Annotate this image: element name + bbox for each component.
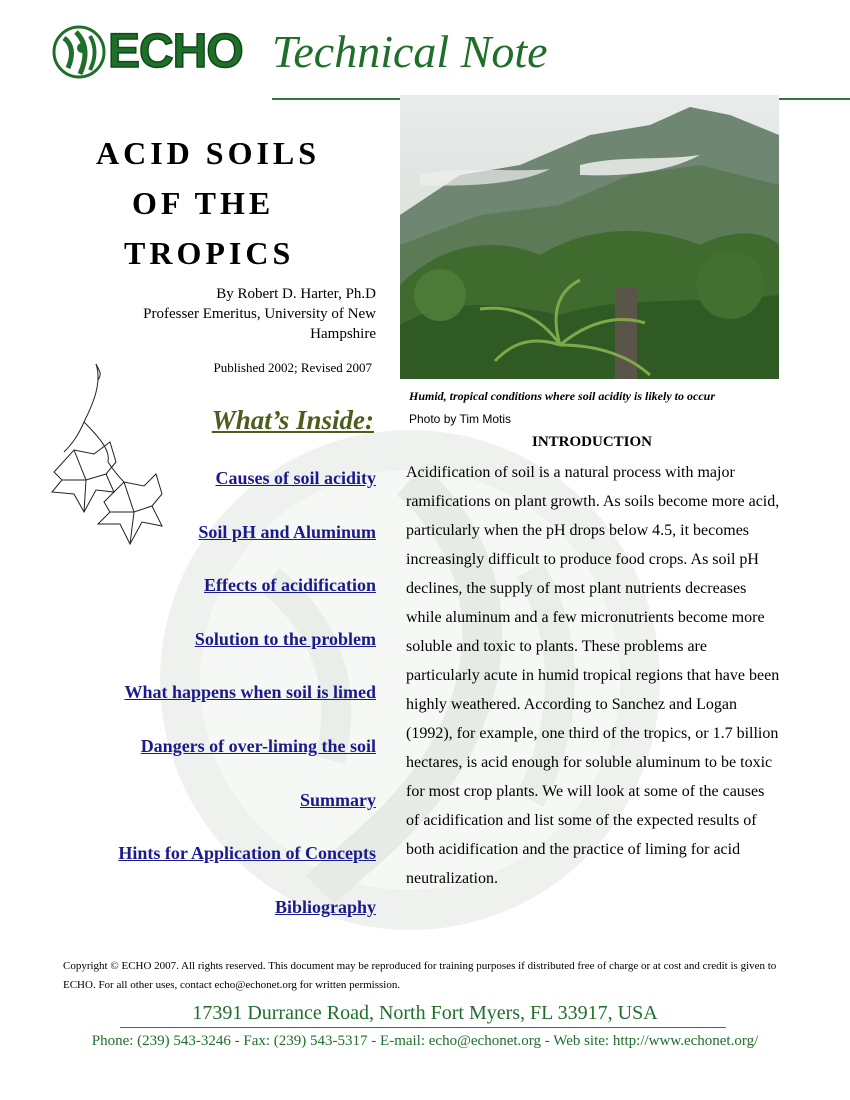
whats-inside-heading: What’s Inside: xyxy=(211,405,374,435)
author-name: By Robert D. Harter, Ph.D xyxy=(216,286,376,302)
photo-caption: Humid, tropical conditions where soil acidity is likely to occur xyxy=(409,389,715,403)
toc-item xyxy=(60,790,376,844)
brand-wordmark: ECHO xyxy=(108,25,243,78)
title-line-3: TROPICS xyxy=(124,235,295,271)
toc-link-solution-to-the-problem[interactable]: Solution to the problem xyxy=(194,628,376,649)
page-header xyxy=(50,22,800,82)
footer-divider xyxy=(120,1027,726,1028)
toc-item xyxy=(60,682,376,736)
toc-item xyxy=(60,897,376,951)
echo-logo-icon xyxy=(52,24,106,80)
toc-link-causes-of-soil-acidity[interactable]: Causes of soil acidity xyxy=(215,468,376,488)
title-line-1: ACID SOILS xyxy=(96,135,321,171)
toc-link-effects-of-acidification[interactable]: Effects of acidification xyxy=(204,575,376,596)
introduction-heading: INTRODUCTION xyxy=(531,434,652,450)
toc-link-bibliography[interactable]: Bibliography xyxy=(274,896,376,917)
tropical-landscape-photo xyxy=(400,95,779,379)
toc-item xyxy=(60,629,376,683)
toc-item xyxy=(60,575,376,629)
toc-link-summary[interactable]: Summary xyxy=(300,789,376,810)
copyright-notice: Copyright © ECHO 2007. All rights reserved. This document may be reproduced for training purposes if distributed free of charge or at cost and credit is given to ECHO. For all other uses, contact echo@echonet.org for written permission. xyxy=(63,960,777,991)
publication-date: Published 2002; Revised 2007 xyxy=(213,360,372,375)
title-line-2: OF THE xyxy=(132,185,275,221)
toc-item xyxy=(60,468,376,522)
author-affiliation: Professer Emeritus, University of New Hampshire xyxy=(143,306,376,342)
photo-credit: Photo by Tim Motis xyxy=(409,412,512,426)
toc-link-dangers-of-over-liming[interactable]: Dangers of over-liming the soil xyxy=(140,735,376,756)
toc-item xyxy=(60,736,376,790)
toc-item xyxy=(60,843,376,897)
table-of-contents xyxy=(60,468,376,950)
toc-link-what-happens-when-limed[interactable]: What happens when soil is limed xyxy=(124,682,376,703)
document-type-title: Technical Note xyxy=(272,26,548,77)
author-byline xyxy=(100,284,376,344)
page-title xyxy=(96,128,320,278)
toc-link-hints-for-application[interactable]: Hints for Application of Concepts xyxy=(118,843,376,864)
toc-item xyxy=(60,522,376,576)
toc-link-soil-ph-and-aluminum[interactable]: Soil pH and Aluminum xyxy=(198,521,376,542)
contact-line: Phone: (239) 543-3246 - Fax: (239) 543-5317 - E-mail: echo@echonet.org - Web site: http://www.echonet.org/ xyxy=(91,1033,759,1049)
mailing-address: 17391 Durrance Road, North Fort Myers, FL 33917, USA xyxy=(192,1002,658,1024)
introduction-body: Acidification of soil is a natural process with major ramifications on plant growth. As soils become more acid, particularly when the pH drops below 4.5, it becomes increasingly difficult to produce food crops. As soil pH declines, the supply of most plant nutrients decreases while aluminum and a few micronutrients become more soluble and toxic to plants. These problems are particularly acute in humid tropical regions that have been highly weathered. According to Sanchez and Logan (1992), for example, one third of the tropics, or 1.7 billion hectares, is acid enough for soluble aluminum to be toxic for most crop plants. We will look at some of the causes of acidification and list some of the expected results of both acidification and the practice of liming for acid neutralization. xyxy=(406,464,780,887)
